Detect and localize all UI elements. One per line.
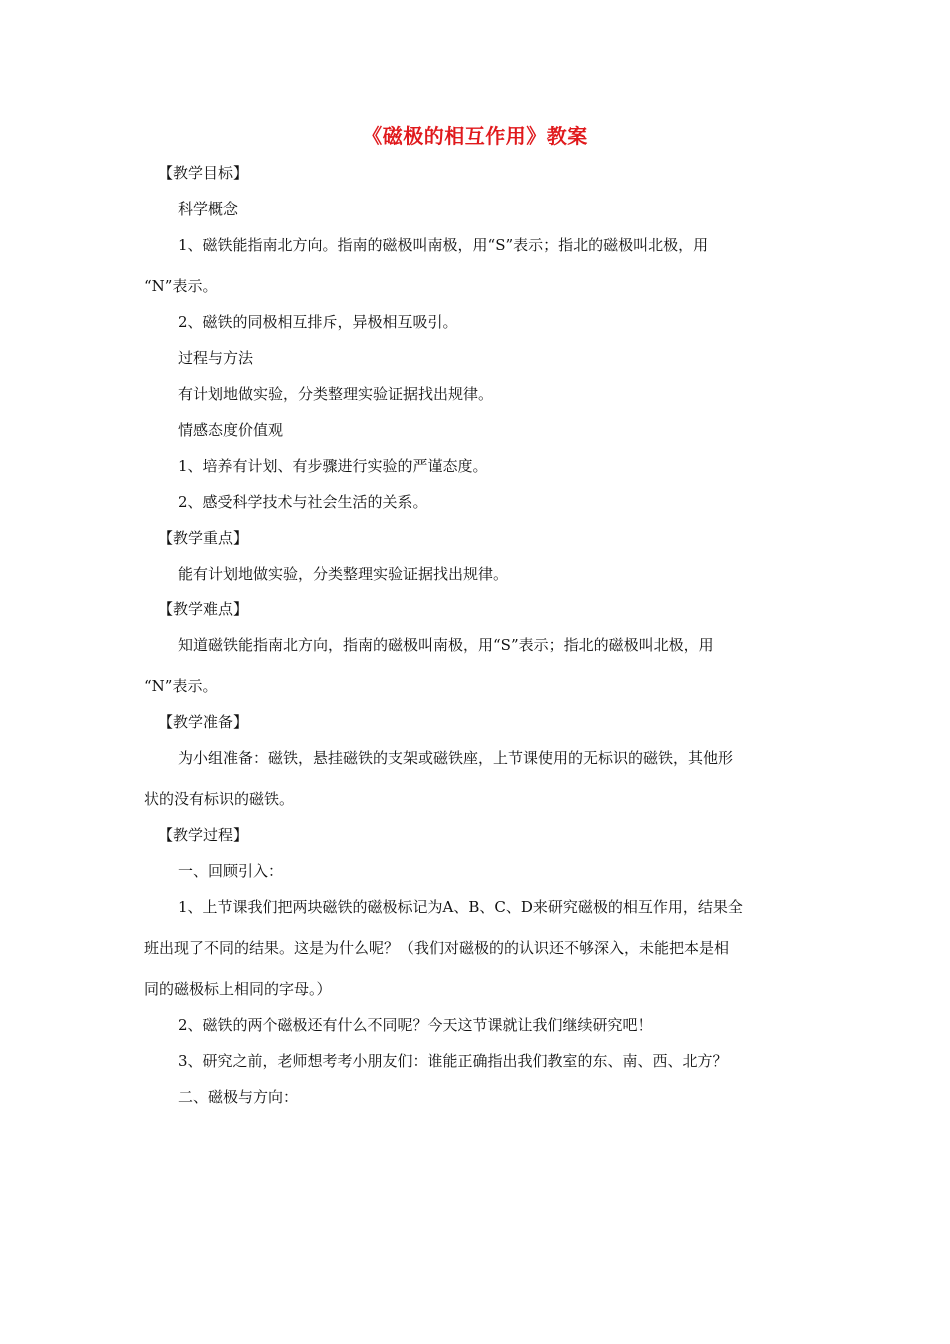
- section-heading-teaching-objectives: 【教学目标】: [158, 164, 249, 182]
- subheading-science-concepts: 科学概念: [178, 200, 239, 218]
- paragraph-line: 2、感受科学技术与社会生活的关系。: [178, 493, 428, 511]
- section-heading-teaching-process: 【教学过程】: [158, 826, 249, 844]
- paragraph-line: 同的磁极标上相同的字母。）: [144, 980, 332, 998]
- section-heading-difficulties: 【教学难点】: [158, 600, 249, 618]
- paragraph-line: 状的没有标识的磁铁。: [144, 790, 295, 808]
- paragraph-line: 2、磁铁的同极相互排斥，异极相互吸引。: [178, 313, 458, 331]
- paragraph-line: 知道磁铁能指南北方向，指南的磁极叫南极，用“S”表示；指北的磁极叫北极，用: [178, 636, 714, 654]
- section-heading-preparation: 【教学准备】: [158, 713, 249, 731]
- paragraph-line: 1、磁铁能指南北方向。指南的磁极叫南极，用“S”表示；指北的磁极叫北极，用: [178, 236, 709, 254]
- paragraph-line: 1、培养有计划、有步骤进行实验的严谨态度。: [178, 457, 488, 475]
- paragraph-line: 2、磁铁的两个磁极还有什么不同呢？今天这节课就让我们继续研究吧！: [178, 1016, 653, 1034]
- section-heading-key-points: 【教学重点】: [158, 529, 249, 547]
- paragraph-line: 班出现了不同的结果。这是为什么呢？（我们对磁极的的认识还不够深入，未能把本是相: [144, 939, 730, 957]
- paragraph-line: 3、研究之前，老师想考考小朋友们：谁能正确指出我们教室的东、南、西、北方？: [178, 1052, 728, 1070]
- paragraph-line: 1、上节课我们把两块磁铁的磁极标记为A、B、C、D来研究磁极的相互作用，结果全: [178, 898, 743, 916]
- paragraph-line: 为小组准备：磁铁，悬挂磁铁的支架或磁铁座，上节课使用的无标识的磁铁，其他形: [178, 749, 734, 767]
- subheading-emotional-attitude: 情感态度价值观: [178, 421, 284, 439]
- paragraph-line: 有计划地做实验，分类整理实验证据找出规律。: [178, 385, 494, 403]
- paragraph-line: “N”表示。: [144, 277, 218, 295]
- subheading-process-methods: 过程与方法: [178, 349, 254, 367]
- paragraph-line: 能有计划地做实验，分类整理实验证据找出规律。: [178, 565, 509, 583]
- paragraph-line: “N”表示。: [144, 677, 218, 695]
- subheading-review-intro: 一、回顾引入：: [178, 862, 284, 880]
- subheading-poles-and-directions: 二、磁极与方向：: [178, 1088, 299, 1106]
- document-title: 《磁极的相互作用》教案: [362, 124, 588, 148]
